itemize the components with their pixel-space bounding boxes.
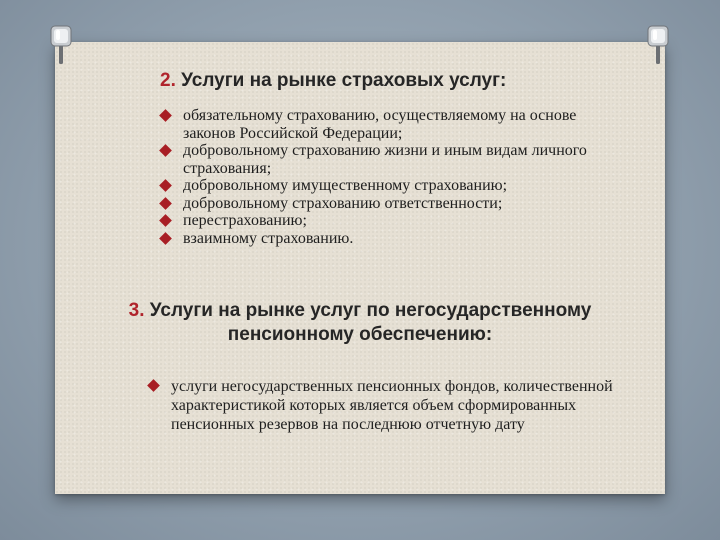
list-item	[159, 230, 629, 248]
list-item	[147, 377, 617, 434]
list-item-text: добровольному страхованию жизни и иным видам личного страхования;	[183, 142, 587, 177]
list-item-text: добровольному имущественному страхованию;	[183, 177, 508, 194]
list-item-text: взаимному страхованию.	[183, 229, 354, 247]
diamond-bullet-icon	[147, 379, 160, 392]
pushpin-icon	[48, 24, 74, 66]
section-3-title-line1: Услуги на рынке услуг по негосударственному	[149, 300, 592, 321]
section-3-heading	[70, 299, 650, 347]
list-item	[159, 212, 629, 230]
diamond-bullet-icon	[159, 214, 172, 227]
section-2-list	[159, 107, 629, 247]
section-3-list	[147, 377, 617, 434]
diamond-bullet-icon	[159, 232, 172, 245]
pushpin-icon	[645, 24, 671, 66]
diamond-bullet-icon	[159, 109, 172, 122]
section-3-title-line2: пенсионному обеспечению:	[227, 324, 493, 345]
section-3-number: 3.	[128, 300, 145, 321]
diamond-bullet-icon	[159, 144, 172, 157]
list-item-text: обязательному страхованию, осуществляемому на основе законов Российской Федерации;	[183, 107, 577, 142]
list-item	[159, 177, 629, 195]
section-2-heading	[160, 69, 580, 93]
list-item	[159, 195, 629, 213]
section-2-number: 2.	[160, 70, 176, 91]
list-item-text: добровольному страхованию ответственности;	[183, 194, 503, 212]
list-item	[159, 107, 629, 142]
diamond-bullet-icon	[159, 179, 172, 192]
list-item-text: услуги негосударственных пенсионных фондов, количественной характеристикой которых является объем сформированных пенсионных резервов на последнюю отчетную дату	[171, 378, 613, 433]
list-item-text: перестрахованию;	[183, 212, 307, 229]
diamond-bullet-icon	[159, 197, 172, 210]
list-item	[159, 142, 629, 177]
section-2-title: Услуги на рынке страховых услуг:	[181, 70, 507, 91]
